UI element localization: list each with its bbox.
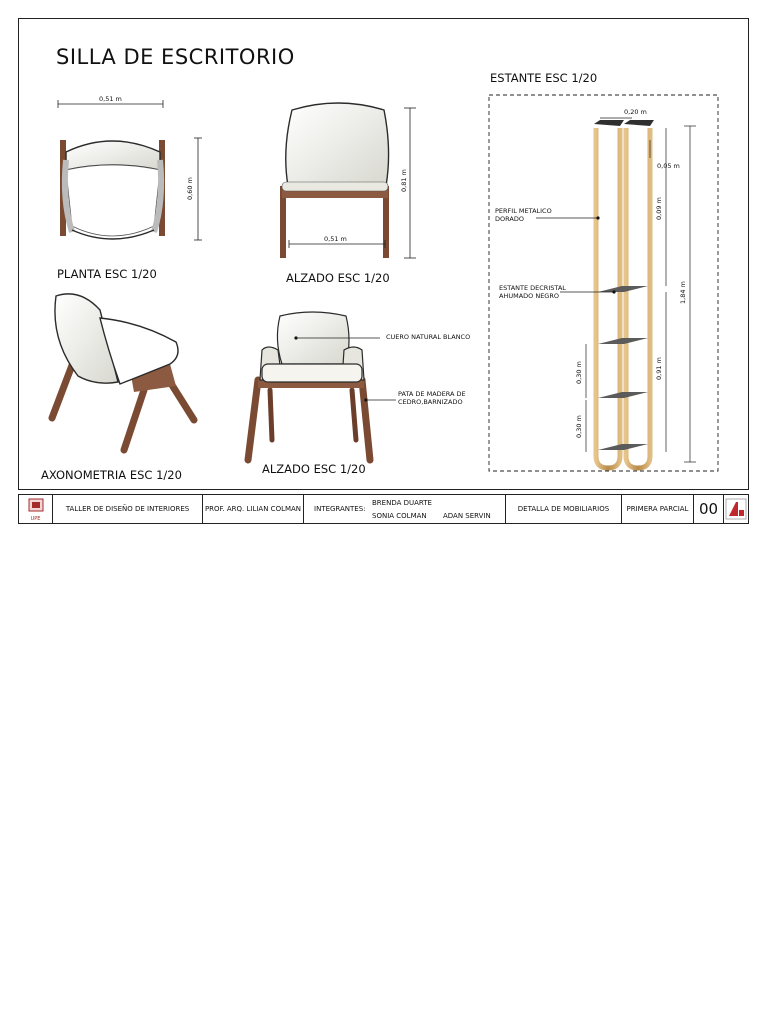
cell-parcial (622, 495, 694, 523)
note-pata-line-1: PATA DE MADERA DE (398, 390, 466, 398)
dim-alzado-height: 0,81 m (400, 169, 408, 192)
cell-integrantes (304, 495, 506, 523)
page-title: SILLA DE ESCRITORIO (56, 45, 295, 69)
cell-detalle (506, 495, 622, 523)
planta-chair-drawing (60, 140, 165, 239)
university-logo (19, 495, 53, 523)
exam-name: PRIMERA PARCIAL (626, 505, 689, 513)
course-name: TALLER DE DISEÑO DE INTERIORES (65, 505, 190, 513)
cell-prof (203, 495, 304, 523)
faculty-logo-icon (725, 498, 747, 520)
view-label-estante: ESTANTE ESC 1/20 (490, 71, 598, 85)
note-cuero: CUERO NATURAL BLANCO (386, 333, 471, 341)
dim-shelf-gap-1: 0,30 m (575, 361, 583, 384)
note-estante-line-2: AHUMADO NEGRO (499, 292, 559, 300)
estante-drawing (594, 120, 654, 468)
dim-estante-depth: 0,20 m (624, 108, 647, 116)
professor-name: PROF. ARQ. LILIAN COLMAN (204, 505, 302, 513)
dim-estante-profile: 0,05 m (657, 162, 680, 170)
dim-estante-top: 0,09 m (655, 197, 663, 220)
view-label-alzado-2: ALZADO ESC 1/20 (262, 462, 366, 476)
leader-pata (364, 398, 396, 401)
leader-perfil (536, 216, 600, 219)
integrantes-label: INTEGRANTES: (314, 505, 366, 513)
dim-estante-total: 1,84 m (679, 281, 687, 304)
title-block (18, 494, 749, 524)
dim-planta-width: 0,51 m (99, 95, 122, 103)
cell-taller (53, 495, 203, 523)
dim-shelf-gap-2: 0,30 m (575, 415, 583, 438)
note-perfil-line-2: DORADO (495, 215, 524, 223)
cell-sheet-number (694, 495, 724, 523)
note-pata-line-2: CEDRO,BARNIZADO (398, 398, 463, 406)
view-label-alzado-1: ALZADO ESC 1/20 (286, 271, 390, 285)
faculty-logo (724, 495, 748, 523)
member-1: BRENDA DUARTE (372, 499, 432, 507)
member-2: SONIA COLMAN (372, 512, 427, 520)
member-3: ADAN SERVIN (443, 512, 491, 520)
view-label-axonometria: AXONOMETRIA ESC 1/20 (41, 468, 182, 482)
dim-estante-lower: 0,91 m (655, 357, 663, 380)
view-label-planta: PLANTA ESC 1/20 (57, 267, 157, 281)
sheet-number: 00 (698, 500, 719, 518)
alzado-2-chair-drawing (248, 312, 370, 460)
planta-dimension-depth (194, 138, 202, 240)
axonometria-chair-drawing (52, 294, 194, 450)
dim-alzado-width: 0,51 m (324, 235, 347, 243)
note-estante-line-1: ESTANTE DECRISTAL (499, 284, 566, 292)
university-logo-text: UPE (30, 516, 41, 522)
note-perfil-line-1: PERFIL METALICO (495, 207, 552, 215)
sheet-subject: DETALLA DE MOBILIARIOS (517, 505, 610, 513)
dim-planta-depth: 0,60 m (186, 177, 194, 200)
